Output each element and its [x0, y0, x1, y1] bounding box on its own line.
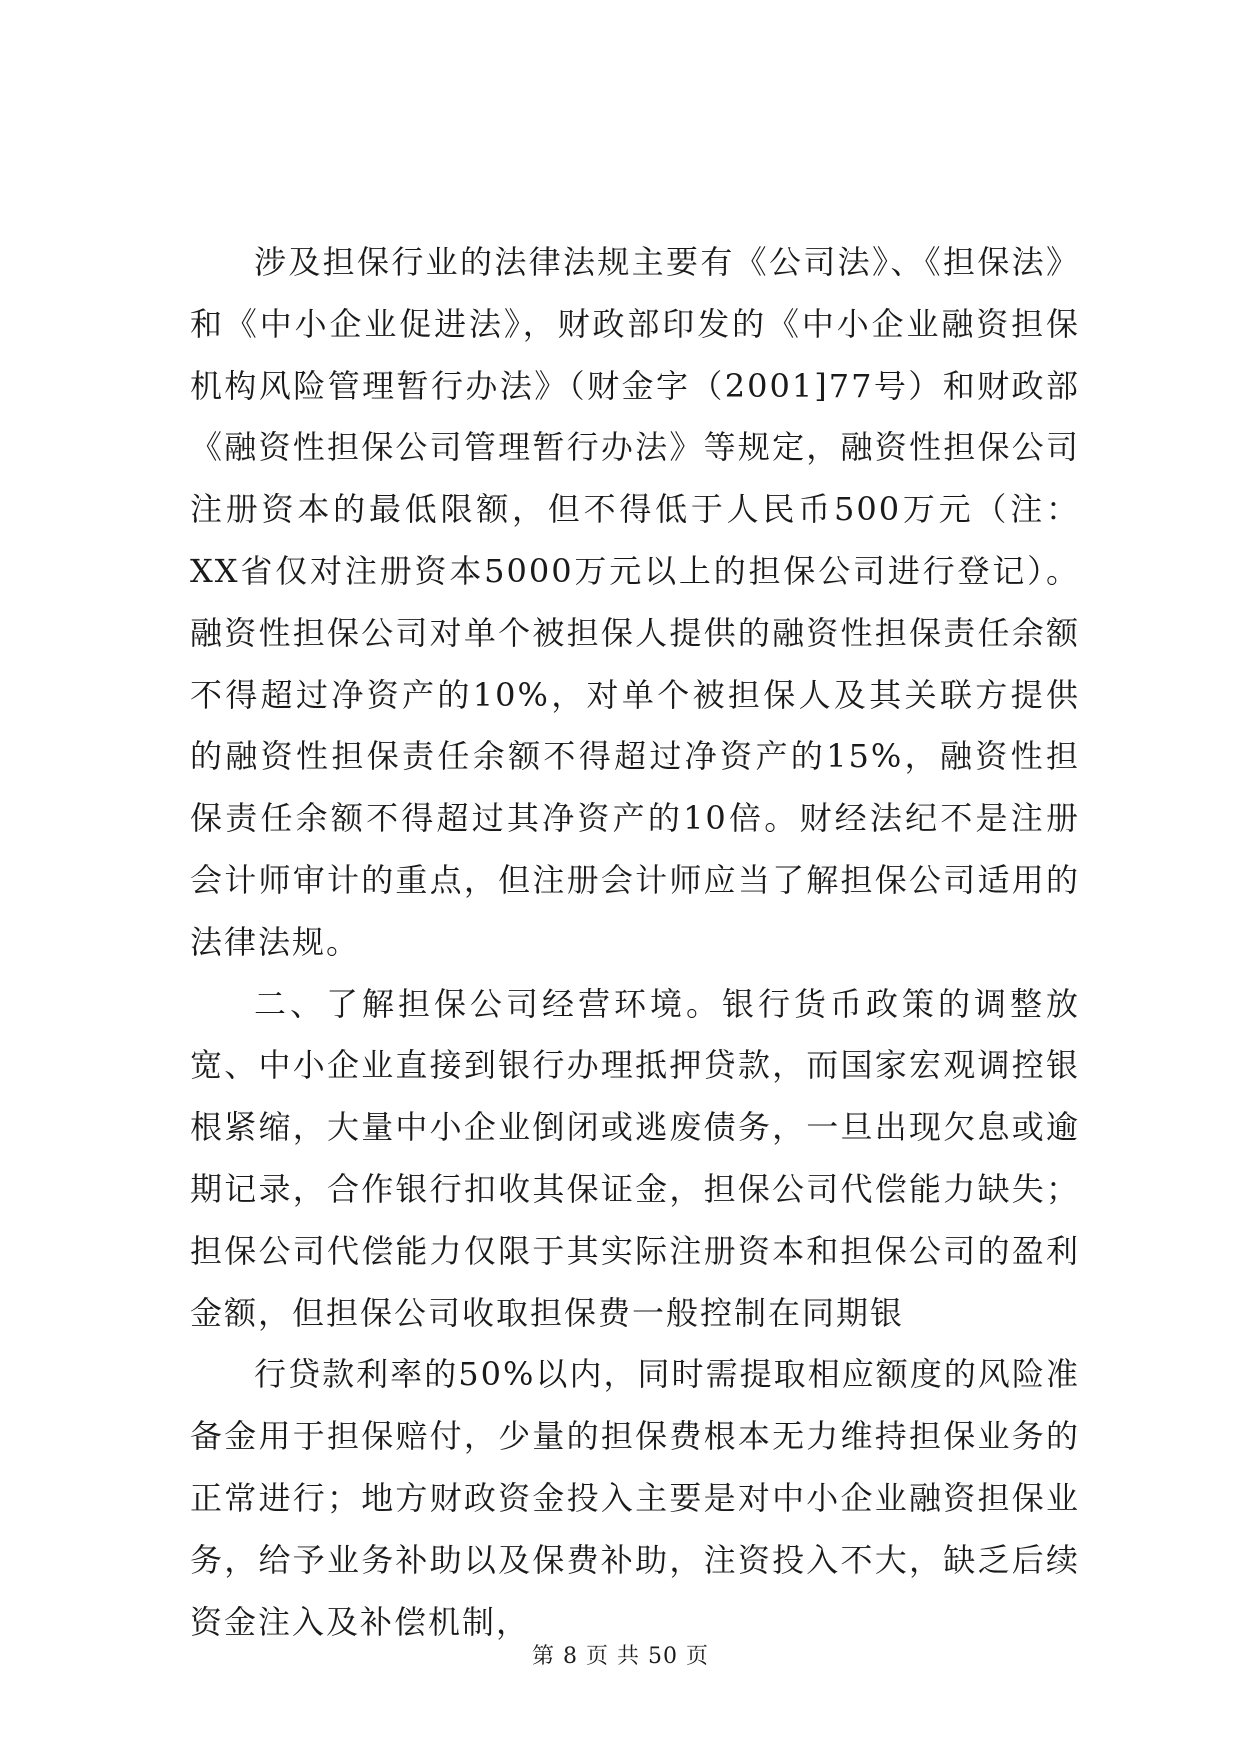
page-number-footer: 第 8 页 共 50 页 [532, 1644, 709, 1669]
paragraph-loan-rate: 行贷款利率的50%以内，同时需提取相应额度的风险准备金用于担保赔付，少量的担保费根本无力维持担保业务的正常进行；地方财政资金投入主要是对中小企业融资担保业务，给予业务补助以及保费补助，注资投入不大，缺乏后续资金注入及补偿机制， [190, 1355, 1080, 1641]
document-body [190, 232, 1080, 1653]
paragraph-business-environment: 二、了解担保公司经营环境。银行货币政策的调整放宽、中小企业直接到银行办理抵押贷款，而国家宏观调控银根紧缩，大量中小企业倒闭或逃废债务，一旦出现欠息或逾期记录，合作银行扣收其保证金，担保公司代偿能力缺失；担保公司代偿能力仅限于其实际注册资本和担保公司的盈利金额，但担保公司收取担保费一般控制在同期银 [190, 984, 1080, 1332]
paragraph-legal-regulations: 涉及担保行业的法律法规主要有《公司法》、《担保法》和《中小企业促进法》，财政部印发的《中小企业融资担保机构风险管理暂行办法》（财金字（2001]77号）和财政部《融资性担保公司管理暂行办法》等规定，融资性担保公司注册资本的最低限额，但不得低于人民币500万元（注：XX省仅对注册资本5000万元以上的担保公司进行登记）。融资性担保公司对单个被担保人提供的融资性担保责任余额不得超过净资产的10%，对单个被担保人及其关联方提供的融资性担保责任余额不得超过净资产的15%，融资性担保责任余额不得超过其净资产的10倍。财经法纪不是注册会计师审计的重点，但注册会计师应当了解担保公司适用的法律法规。 [190, 243, 1080, 961]
